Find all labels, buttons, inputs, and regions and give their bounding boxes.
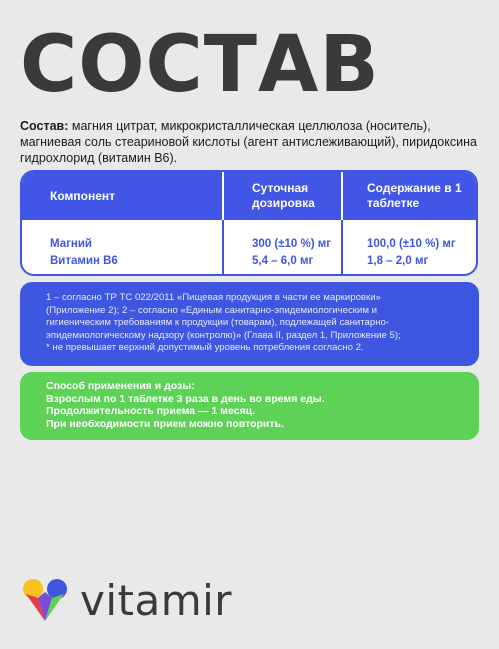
brand-logo (20, 576, 232, 626)
table-column-components (22, 220, 222, 276)
table-cell: 100,0 (±10 %) мг (367, 238, 456, 250)
footnote-line: (Приложение 2); 2 – согласно «Единым санитарно-эпидемиологическим и (46, 304, 377, 316)
usage-line: Продолжительность приема — 1 месяц. (46, 405, 255, 417)
composition-label: Состав: (20, 119, 69, 133)
table-cell: Витамин В6 (50, 255, 118, 267)
footnote-line: 1 – согласно ТР ТС 022/2011 «Пищевая продукция в части ее маркировки» (46, 292, 381, 303)
nutrient-table (20, 170, 478, 276)
table-cell: 300 (±10 %) мг (252, 238, 332, 250)
table-header-daily-dose: Суточная дозировка (222, 172, 341, 220)
table-body (22, 220, 476, 276)
composition-body: магния цитрат, микрокристаллическая целлюлоза (носитель), магниевая соль стеариновой кислоты (агент антислеживающий), пиридоксина гидрохлорид (витамин В6). (20, 119, 477, 165)
brand-name: vitamir (80, 576, 233, 625)
table-cell: Магний (50, 238, 92, 250)
table-header-per-tablet: Содержание в 1 таблетке (341, 172, 476, 220)
table-cell: 1,8 – 2,0 мг (367, 255, 429, 267)
footnotes-panel (20, 282, 479, 366)
footnote-line: * не превышает верхний допустимый уровень потребления согласно 2. (46, 342, 364, 353)
usage-heading: Способ применения и дозы: (46, 380, 195, 392)
table-column-per-tablet (341, 220, 476, 276)
page-title: СОСТАВ (20, 20, 380, 110)
table-header-component: Компонент (50, 188, 115, 203)
table-column-daily-dose (222, 220, 341, 276)
composition-text (20, 118, 480, 166)
vitamir-logo-icon (20, 576, 70, 626)
footnote-line: эпидемиологическому надзору (контролю)» (Глава II, раздел 1, Приложение 5); (46, 329, 401, 341)
usage-panel (20, 372, 479, 440)
table-cell: 5,4 – 6,0 мг (252, 255, 314, 267)
usage-line: При необходимости прием можно повторить. (46, 417, 284, 430)
table-header-row (22, 172, 476, 220)
footnote-line: гигиеническим требованиям к продукции (товарам), подлежащей санитарно- (46, 317, 390, 328)
usage-line: Взрослым по 1 таблетке 3 раза в день во время еды. (46, 392, 325, 405)
